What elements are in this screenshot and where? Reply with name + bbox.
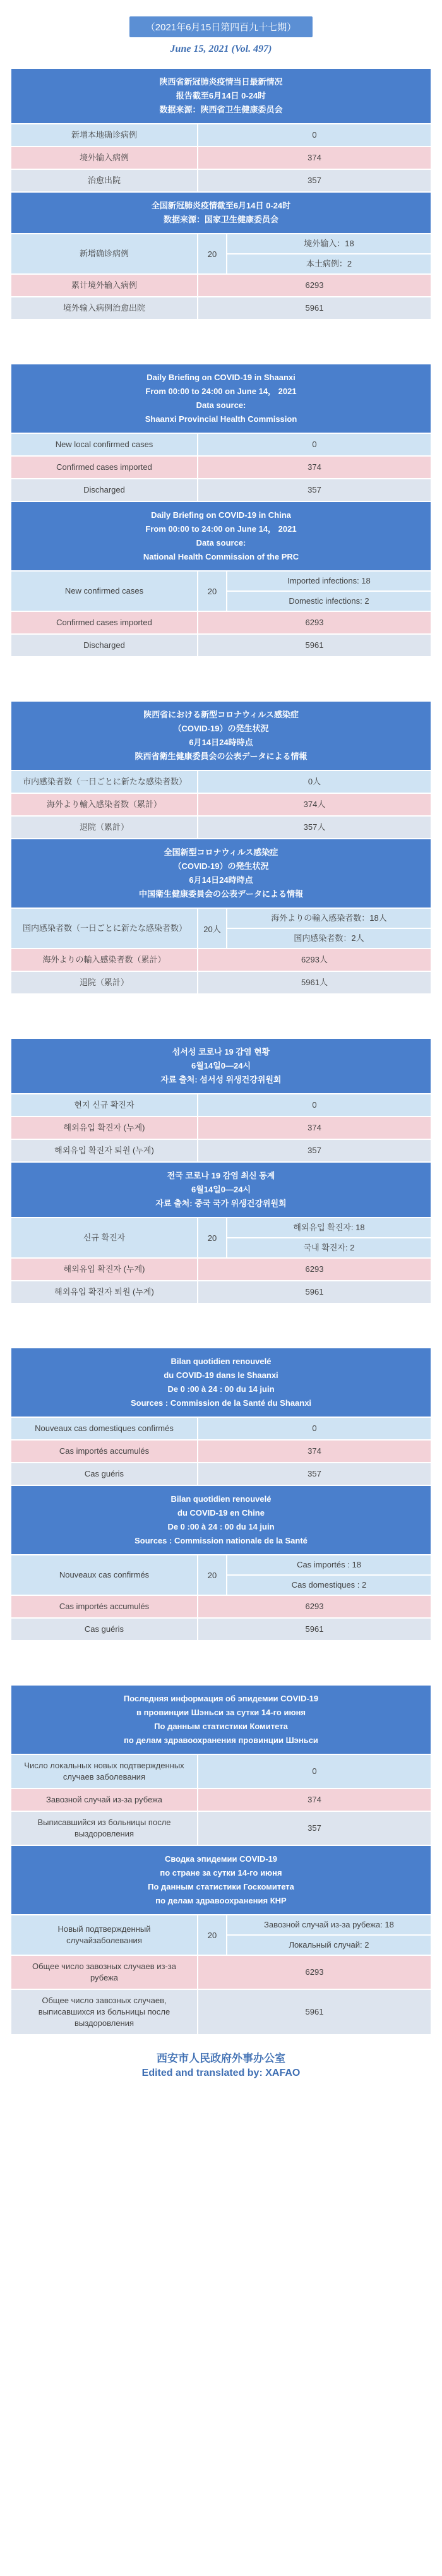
table-header [11,839,431,909]
row-value: 5961 [305,640,324,650]
table-header [11,502,431,572]
table-row [11,949,431,972]
table-row [11,1463,431,1486]
row-value: 6293 [305,618,324,627]
table-row [11,1789,431,1812]
table-en-china [11,502,431,657]
header-line: Последняя информация об эпидемии COVID-19 [123,1694,319,1703]
table-row [11,147,431,170]
table-row [11,1956,431,1990]
section-gap [0,995,442,1039]
new-cases-row [11,572,431,612]
section-gap [0,320,442,364]
header-line: 자료 출처: 중국 국가 위생건강위원회 [155,1199,287,1208]
footer [0,2035,442,2094]
header-line: 6月14日24時時点 [189,738,253,747]
header-line: в провинции Шэньси за сутки 14-го июня [136,1708,306,1717]
row-label: 해외유입 확진자 (누계) [11,1259,198,1280]
header-line: Bilan quotidien renouvelé [170,1494,272,1504]
header-line: De 0 :00 à 24 : 00 du 14 juin [167,1522,275,1531]
row-value: 6293 [305,1602,324,1611]
row-value: 357人 [303,822,326,832]
row-value: 374 [308,1446,321,1456]
table-row [11,170,431,193]
row-value: 357 [308,1823,321,1833]
section-gap [0,1304,442,1348]
new-cases-breakdown [227,234,431,273]
new-cases-label: 国内感染者数（一日ごとに新たな感染者数） [11,909,198,948]
table-header [11,364,431,434]
row-label: Confirmed cases imported [11,612,198,633]
row-label: Discharged [11,635,198,656]
new-cases-label: 신규 확진자 [11,1218,198,1257]
table-ru-shaanxi [11,1686,431,1846]
table-row [11,794,431,817]
row-label: 新增本地确诊病例 [11,124,198,146]
imported-cases: Cas importés : 18 [297,1560,361,1569]
row-value: 5961人 [301,978,328,987]
header-line: 자료 출처: 섬서성 위생건강위원회 [160,1075,282,1084]
row-value: 0 [312,130,317,140]
header-line: 陕西省における新型コロナウィルス感染症 [143,710,299,719]
new-cases-label: Новый подтвержденный случайзаболевания [11,1915,198,1955]
new-cases-total: 20 [198,1915,227,1955]
row-value: 6293 [305,280,324,290]
row-value: 0人 [308,777,321,786]
table-row [11,1990,431,2035]
new-cases-row [11,234,431,275]
table-row [11,1259,431,1281]
row-value: 374 [308,153,321,162]
imported-cases: Завозной случай из-за рубежа: 18 [264,1920,394,1929]
row-value: 357 [308,1146,321,1155]
row-label: Cas importés accumulés [11,1596,198,1617]
row-label: 累计境外输入病例 [11,275,198,296]
row-value: 6293 [305,1264,324,1274]
row-label: New local confirmed cases [11,434,198,455]
imported-cases: Imported infections: 18 [287,576,371,585]
table-ja-china [11,839,431,995]
header-line: 报告截至6月14日 0-24时 [176,91,266,100]
new-cases-breakdown [227,1915,431,1955]
header-line: 数据来源：国家卫生健康委员会 [163,215,278,224]
table-ko-china [11,1163,431,1304]
row-value: 374 [308,462,321,472]
local-cases: Локальный случай: 2 [227,1934,431,1955]
table-ru-china [11,1846,431,2035]
section-gap [0,1641,442,1686]
new-cases-breakdown [227,1555,431,1595]
footer-office: 西安市人民政府外事办公室 [157,2052,285,2064]
row-label: 市内感染者数（一日ごとに新たな感染者数） [11,771,198,793]
row-value: 357 [308,485,321,494]
row-value: 357 [308,176,321,185]
header-line: Data source: [196,538,246,548]
row-label: Общее число завозных случаев из-за рубежа [11,1956,198,1989]
local-cases: Cas domestiques : 2 [227,1574,431,1595]
new-cases-label: New confirmed cases [11,572,198,611]
local-cases: 本土病例：2 [227,253,431,273]
row-label: 境外输入病例治愈出院 [11,297,198,319]
issue-header [0,0,442,55]
header-line: 6월14일0—24시 [191,1061,251,1070]
table-fr-china [11,1486,431,1641]
row-value: 0 [312,1100,317,1110]
header-line: （COVID-19）の発生状況 [173,861,269,871]
header-line: 数据来源：陕西省卫生健康委员会 [159,105,283,114]
table-ja-shaanxi [11,702,431,839]
header-line: По данным статистики Комитета [154,1722,288,1731]
table-header [11,1348,431,1418]
table-row [11,612,431,635]
table-header [11,1486,431,1555]
header-line: Bilan quotidien renouvelé [170,1357,272,1366]
new-cases-total: 20 [198,1218,227,1257]
new-cases-row [11,909,431,949]
row-label: Общее число завозных случаев, выписавшихся из больницы после выздоровления [11,1990,198,2034]
header-line: （COVID-19）の発生状況 [173,724,269,733]
footer-credit: Edited and translated by: XAFAO [141,2068,301,2078]
local-cases: 国内感染者数：2人 [227,928,431,948]
row-label: 海外より輸入感染者数（累計） [11,794,198,815]
header-line: по стране за сутки 14-го июня [160,1868,282,1878]
table-fr-shaanxi [11,1348,431,1486]
table-ko-shaanxi [11,1039,431,1163]
header-line: Sources : Commission de la Santé du Shaanxi [130,1398,312,1408]
imported-cases: 海外よりの輸入感染者数：18人 [271,913,387,923]
row-label: Cas importés accumulés [11,1441,198,1462]
row-value: 374人 [303,800,326,809]
table-header [11,1686,431,1755]
table-row [11,1418,431,1441]
header-line: Сводка эпидемии COVID-19 [164,1854,278,1864]
row-label: 해외유입 확진자 퇴원 (누계) [11,1281,198,1303]
row-value: 5961 [305,1624,324,1634]
row-value: 374 [308,1123,321,1132]
row-label: 해외유입 확진자 퇴원 (누계) [11,1140,198,1161]
table-row [11,771,431,794]
table-zh-shaanxi [11,69,431,193]
table-row [11,635,431,657]
header-line: по делам здравоохранения провинции Шэньси [124,1735,318,1745]
table-row [11,275,431,297]
header-line: Sources : Commission nationale de la Santé [134,1536,308,1545]
table-header [11,702,431,771]
table-header [11,1846,431,1915]
table-row [11,124,431,147]
row-value: 0 [312,1423,317,1433]
header-line: du COVID-19 en Chine [177,1508,265,1518]
header-line: From 00:00 to 24:00 on June 14， 2021 [145,524,297,534]
header-line: 6월14일0—24시 [191,1185,251,1194]
table-row [11,297,431,320]
table-row [11,1596,431,1619]
table-row [11,1094,431,1117]
row-label: Confirmed cases imported [11,457,198,478]
table-row [11,972,431,995]
imported-cases: 해외유입 확진자: 18 [293,1223,365,1232]
table-row [11,1140,431,1163]
header-line: Data source: [196,400,246,410]
row-label: 退院（累計） [11,972,198,993]
table-row [11,1619,431,1641]
row-label: Cas guéris [11,1463,198,1485]
table-row [11,1755,431,1789]
header-line: По данным статистики Госкомитета [148,1882,294,1891]
new-cases-row [11,1218,431,1259]
new-cases-row [11,1915,431,1956]
new-cases-breakdown [227,572,431,611]
row-label: 해외유입 확진자 (누계) [11,1117,198,1139]
header-line: Daily Briefing on COVID-19 in China [151,510,291,520]
local-cases: Domestic infections: 2 [227,590,431,611]
header-line: National Health Commission of the PRC [143,552,299,561]
header-line: 陕西省新冠肺炎疫情当日最新情况 [159,77,283,87]
row-value: 357 [308,1469,321,1478]
row-label: Discharged [11,479,198,501]
new-cases-total: 20 [198,234,227,273]
new-cases-breakdown [227,909,431,948]
table-header [11,69,431,124]
issue-date: June 15, 2021 (Vol. 497) [170,44,272,54]
header-line: From 00:00 to 24:00 on June 14， 2021 [145,386,297,396]
new-cases-total: 20 [198,572,227,611]
header-line: Shaanxi Provincial Health Commission [145,414,297,424]
row-label: 境外输入病例 [11,147,198,169]
table-header [11,1039,431,1094]
row-value: 374 [308,1795,321,1804]
row-label: Число локальных новых подтвержденных случаев заболевания [11,1755,198,1788]
table-row [11,434,431,457]
new-cases-row [11,1555,431,1596]
row-value: 5961 [305,303,324,313]
row-value: 0 [312,1766,317,1776]
table-row [11,479,431,502]
new-cases-total: 20人 [198,909,227,948]
new-cases-breakdown [227,1218,431,1257]
table-en-shaanxi [11,364,431,502]
issue-badge: （2021年6月15日第四百九十七期） [129,16,313,37]
row-label: 治愈出院 [11,170,198,191]
local-cases: 국내 확진자: 2 [227,1237,431,1257]
section-gap [0,657,442,702]
header-line: du COVID-19 dans le Shaanxi [164,1370,278,1380]
new-cases-label: 新增确诊病例 [11,234,198,273]
header-line: 6月14日24時時点 [189,875,253,885]
header-line: 全国新冠肺炎疫情截至6月14日 0-24时 [151,201,291,210]
row-label: Выписавшийся из больницы после выздоровления [11,1812,198,1845]
table-zh-china [11,193,431,320]
row-label: Завозной случай из-за рубежа [11,1789,198,1811]
row-value: 5961 [305,1287,324,1297]
table-row [11,817,431,839]
table-row [11,1281,431,1304]
table-row [11,457,431,479]
header-line: 全国新型コロナウィルス感染症 [164,848,278,857]
header-line: 陕西省衛生健康委員会の公表データによる情報 [134,752,308,761]
new-cases-total: 20 [198,1555,227,1595]
row-value: 6293人 [301,955,328,964]
table-row [11,1812,431,1846]
row-label: 退院（累計） [11,817,198,838]
row-label: 현지 신규 확진자 [11,1094,198,1116]
header-line: 中国衛生健康委員会の公表データによる情報 [138,889,303,899]
row-value: 6293 [305,1967,324,1977]
header-line: по делам здравоохранения КНР [155,1896,287,1905]
header-line: 섬서성 코로나 19 감염 현황 [172,1047,270,1057]
header-line: Daily Briefing on COVID-19 in Shaanxi [146,373,296,382]
new-cases-label: Nouveaux cas confirmés [11,1555,198,1595]
row-label: Nouveaux cas domestiques confirmés [11,1418,198,1439]
row-value: 5961 [305,2007,324,2016]
row-label: Cas guéris [11,1619,198,1640]
row-value: 0 [312,440,317,449]
row-label: 海外よりの輸入感染者数（累計） [11,949,198,971]
table-header [11,193,431,234]
imported-cases: 境外输入：18 [304,239,354,248]
header-line: 전국 코로나 19 감염 최신 동계 [167,1171,275,1180]
table-header [11,1163,431,1218]
table-row [11,1441,431,1463]
header-line: De 0 :00 à 24 : 00 du 14 juin [167,1384,275,1394]
table-row [11,1117,431,1140]
